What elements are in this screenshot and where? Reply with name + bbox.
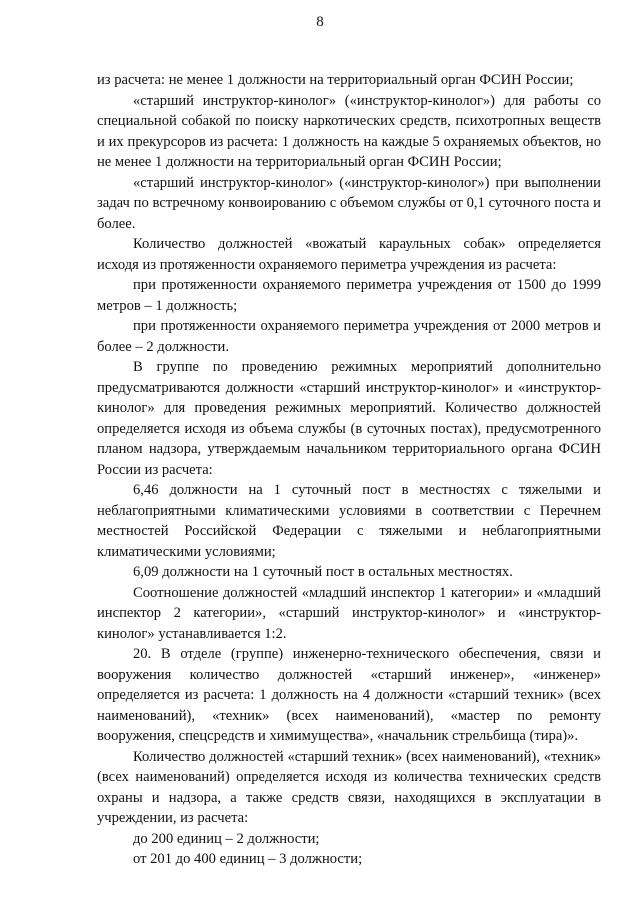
paragraph: Соотношение должностей «младший инспектор 1 категории» и «младший инспектор 2 категории», «старший инструктор-кинолог» и «инструктор-кинолог» устанавливается 1:2. <box>97 584 601 642</box>
paragraph: Количество должностей «старший техник» (всех наименований), «техник» (всех наименований) определяется исходя из количества технических средств охраны и надзора, а также средств связи, находящихся в эксплуатации в учреждении, из расчета: <box>97 748 601 826</box>
document-body <box>97 70 601 870</box>
paragraph: Количество должностей «вожатый караульных собак» определяется исходя из протяженности охраняемого периметра учреждения из расчета: <box>97 236 601 273</box>
paragraph: 6,46 должности на 1 суточный пост в местностях с тяжелыми и неблагоприятными климатическими условиями в соответствии с Перечнем местностей Российской Федерации с тяжелыми и неблагоприятными климатическими условиями; <box>97 482 601 560</box>
paragraph: из расчета: не менее 1 должности на территориальный орган ФСИН России; <box>97 72 574 88</box>
paragraph: «старший инструктор-кинолог» («инструктор-кинолог») при выполнении задач по встречному конвоированию с объемом службы от 0,1 суточного поста и более. <box>97 174 601 232</box>
paragraph: до 200 единиц – 2 должности; <box>133 830 320 847</box>
paragraph: 20. В отделе (группе) инженерно-технического обеспечения, связи и вооружения количество должностей «старший инженер», «инженер» определяется из расчета: 1 должность на 4 должности «старший техник» (всех наименований), «техник» (всех наименований), «мастер по ремонту вооружения, спецсредств и химимущества», «начальник стрельбища (тира)». <box>97 646 601 744</box>
paragraph: при протяженности охраняемого периметра учреждения от 1500 до 1999 метров – 1 должность; <box>97 277 601 314</box>
paragraph: В группе по проведению режимных мероприятий дополнительно предусматриваются должности «старший инструктор-кинолог» и «инструктор-кинолог» для проведения режимных мероприятий. Количество должностей определяется исходя из объема службы (в суточных постах), предусмотренного планом надзора, утверждаемым начальником территориального органа ФСИН России из расчета: <box>97 359 601 478</box>
page-number: 8 <box>316 14 324 30</box>
paragraph: при протяженности охраняемого периметра учреждения от 2000 метров и более – 2 должности. <box>97 318 601 355</box>
paragraph: 6,09 должности на 1 суточный пост в остальных местностях. <box>133 564 513 580</box>
paragraph: «старший инструктор-кинолог» («инструктор-кинолог») для работы со специальной собакой по поиску наркотических средств, психотропных веществ и их прекурсоров из расчета: 1 должность на каждые 5 охраняемых объектов, но не менее 1 должности на территориальный орган ФСИН России; <box>97 92 601 170</box>
paragraph: от 201 до 400 единиц – 3 должности; <box>133 851 363 867</box>
